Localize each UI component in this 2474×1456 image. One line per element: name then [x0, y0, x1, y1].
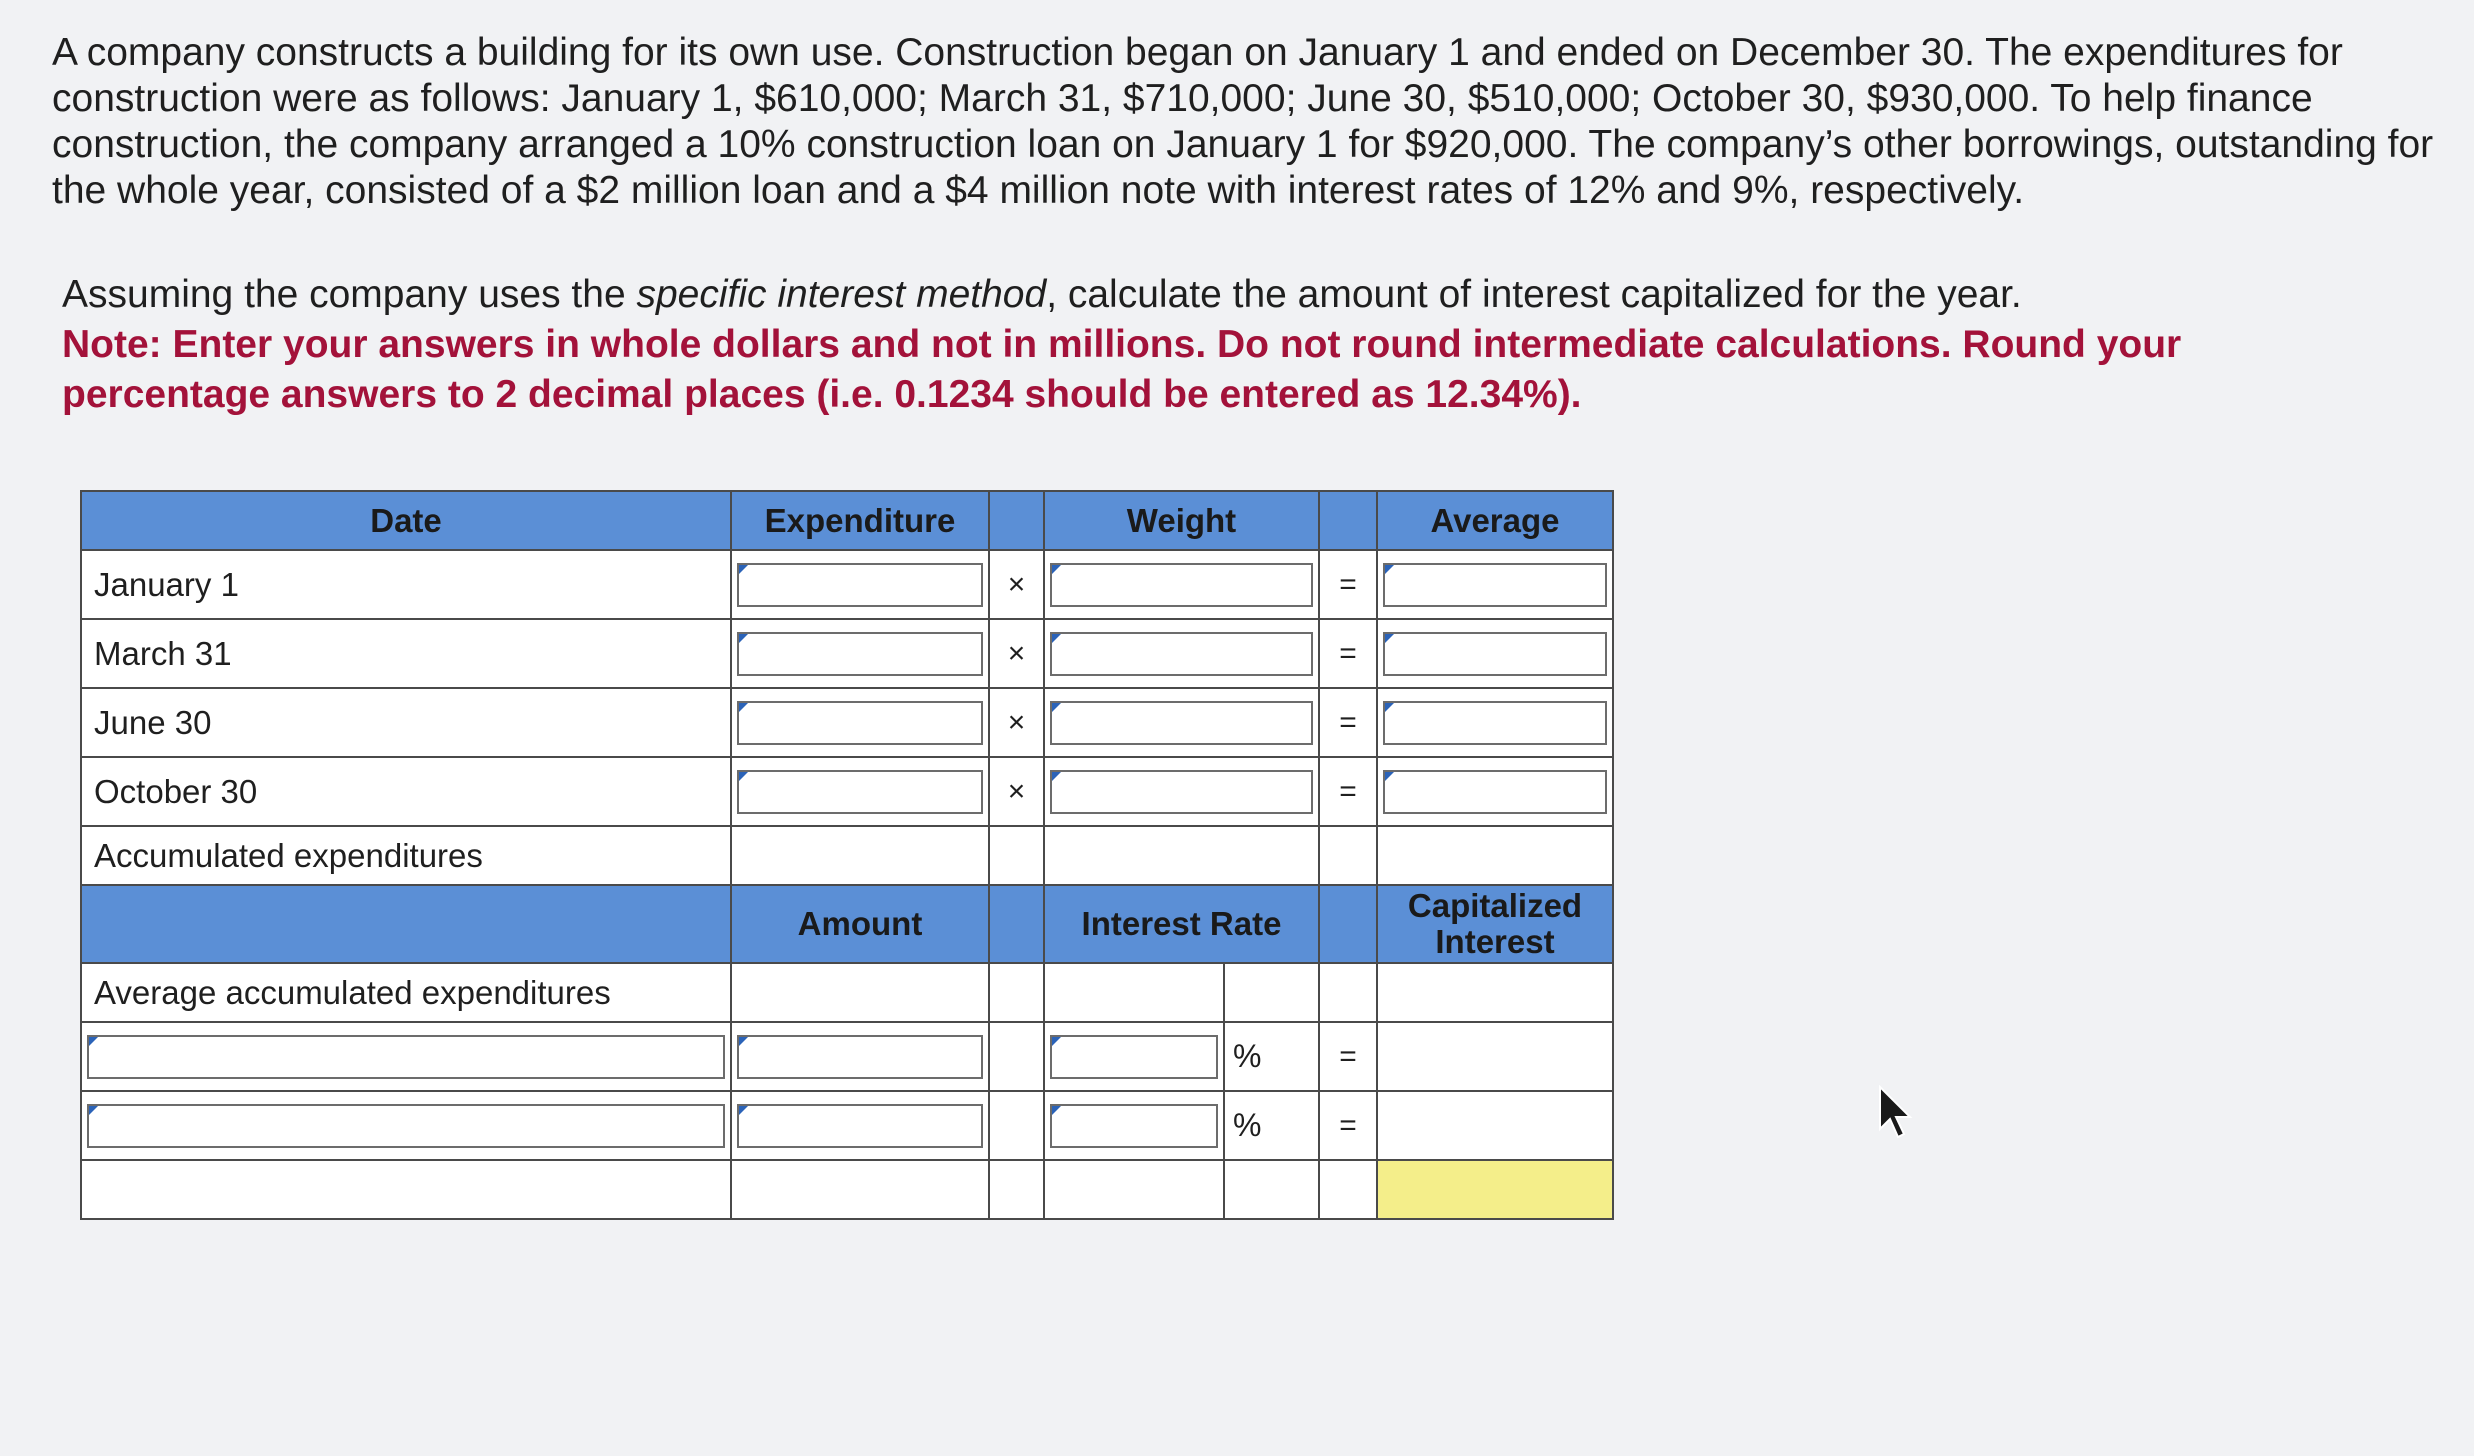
table-row — [81, 688, 1613, 757]
expenditure-input[interactable] — [737, 632, 983, 676]
question-prefix: Assuming the company uses the — [62, 273, 637, 316]
note-text: Note: Enter your answers in whole dollars and not in millions. Do not round intermediate calculations. Round your percentage answers to 2 decimal places (i.e. 0.1234 should be entered as 12.34%). — [62, 323, 2182, 416]
equals-sign: = — [1319, 757, 1377, 826]
multiply-sign: × — [989, 550, 1044, 619]
average-accumulated-row — [81, 963, 1613, 1022]
worksheet-table — [80, 490, 1614, 1220]
expenditure-input[interactable] — [737, 770, 983, 814]
question-text — [62, 270, 2392, 320]
percent-sign: % — [1224, 1091, 1319, 1160]
average-input[interactable] — [1383, 632, 1607, 676]
accumulated-row — [81, 826, 1613, 885]
equals-sign: = — [1319, 1091, 1377, 1160]
problem-statement — [52, 30, 2452, 214]
accumulated-expenditure-cell — [731, 826, 989, 885]
equals-sign: = — [1319, 1022, 1377, 1091]
mouse-pointer-icon — [1876, 1085, 1916, 1139]
total-row — [81, 1160, 1613, 1219]
row-date-label: March 31 — [81, 619, 731, 688]
capitalized-interest-cell — [1377, 1022, 1613, 1091]
header-blank-2 — [1319, 491, 1377, 550]
equals-sign: = — [1319, 619, 1377, 688]
table-row — [81, 1022, 1613, 1091]
header-capitalized-interest: Capitalized Interest — [1377, 885, 1613, 963]
header-weight: Weight — [1044, 491, 1319, 550]
equals-sign: = — [1319, 688, 1377, 757]
table-row — [81, 619, 1613, 688]
weight-input[interactable] — [1050, 770, 1313, 814]
weight-input[interactable] — [1050, 632, 1313, 676]
multiply-sign: × — [989, 757, 1044, 826]
percent-sign: % — [1224, 1022, 1319, 1091]
interest-rate-input[interactable] — [1050, 1104, 1218, 1148]
weight-input[interactable] — [1050, 701, 1313, 745]
question-method: specific interest method — [636, 273, 1047, 316]
accumulated-average-cell — [1377, 826, 1613, 885]
accumulated-expenditures-label: Accumulated expenditures — [81, 826, 731, 885]
expenditure-input[interactable] — [737, 701, 983, 745]
header-average: Average — [1377, 491, 1613, 550]
total-capitalized-interest-cell — [1377, 1160, 1613, 1219]
average-accumulated-label: Average accumulated expenditures — [81, 963, 731, 1022]
expenditure-input[interactable] — [737, 563, 983, 607]
table-row — [81, 1091, 1613, 1160]
amount-input[interactable] — [737, 1104, 983, 1148]
header-blank-1 — [989, 491, 1044, 550]
problem-text: A company constructs a building for its own use. Construction began on January 1 and ended on December 30. The expenditures for construction were as follows: January 1, $610,000; March 31, $710,000; June 30, $510,000; October 30, $930,000. To help finance construction, the company arranged a 10% construction loan on January 1 for $920,000. The company’s other borrowings, outstanding for the whole year, consisted of a $2 million loan and a $4 million note with interest rates of 12% and 9%, respectively. — [52, 31, 2434, 212]
header-amount: Amount — [731, 885, 989, 963]
weight-input[interactable] — [1050, 563, 1313, 607]
question-suffix: , calculate the amount of interest capitalized for the year. — [1046, 273, 2022, 316]
multiply-sign: × — [989, 688, 1044, 757]
multiply-sign: × — [989, 619, 1044, 688]
table-row — [81, 757, 1613, 826]
average-accumulated-amount-cell — [731, 963, 989, 1022]
borrowing-label-input[interactable] — [87, 1104, 725, 1148]
header-date: Date — [81, 491, 731, 550]
equals-sign: = — [1319, 550, 1377, 619]
header2-blank — [81, 885, 731, 963]
row-date-label: October 30 — [81, 757, 731, 826]
interest-rate-input[interactable] — [1050, 1035, 1218, 1079]
average-input[interactable] — [1383, 770, 1607, 814]
capitalized-interest-cell — [1377, 1091, 1613, 1160]
borrowing-label-input[interactable] — [87, 1035, 725, 1079]
header-interest-rate: Interest Rate — [1044, 885, 1319, 963]
question-block — [62, 270, 2392, 420]
row-date-label: June 30 — [81, 688, 731, 757]
average-accumulated-interest-cell — [1377, 963, 1613, 1022]
table-row — [81, 550, 1613, 619]
header-expenditure: Expenditure — [731, 491, 989, 550]
row-date-label: January 1 — [81, 550, 731, 619]
average-input[interactable] — [1383, 701, 1607, 745]
average-input[interactable] — [1383, 563, 1607, 607]
amount-input[interactable] — [737, 1035, 983, 1079]
